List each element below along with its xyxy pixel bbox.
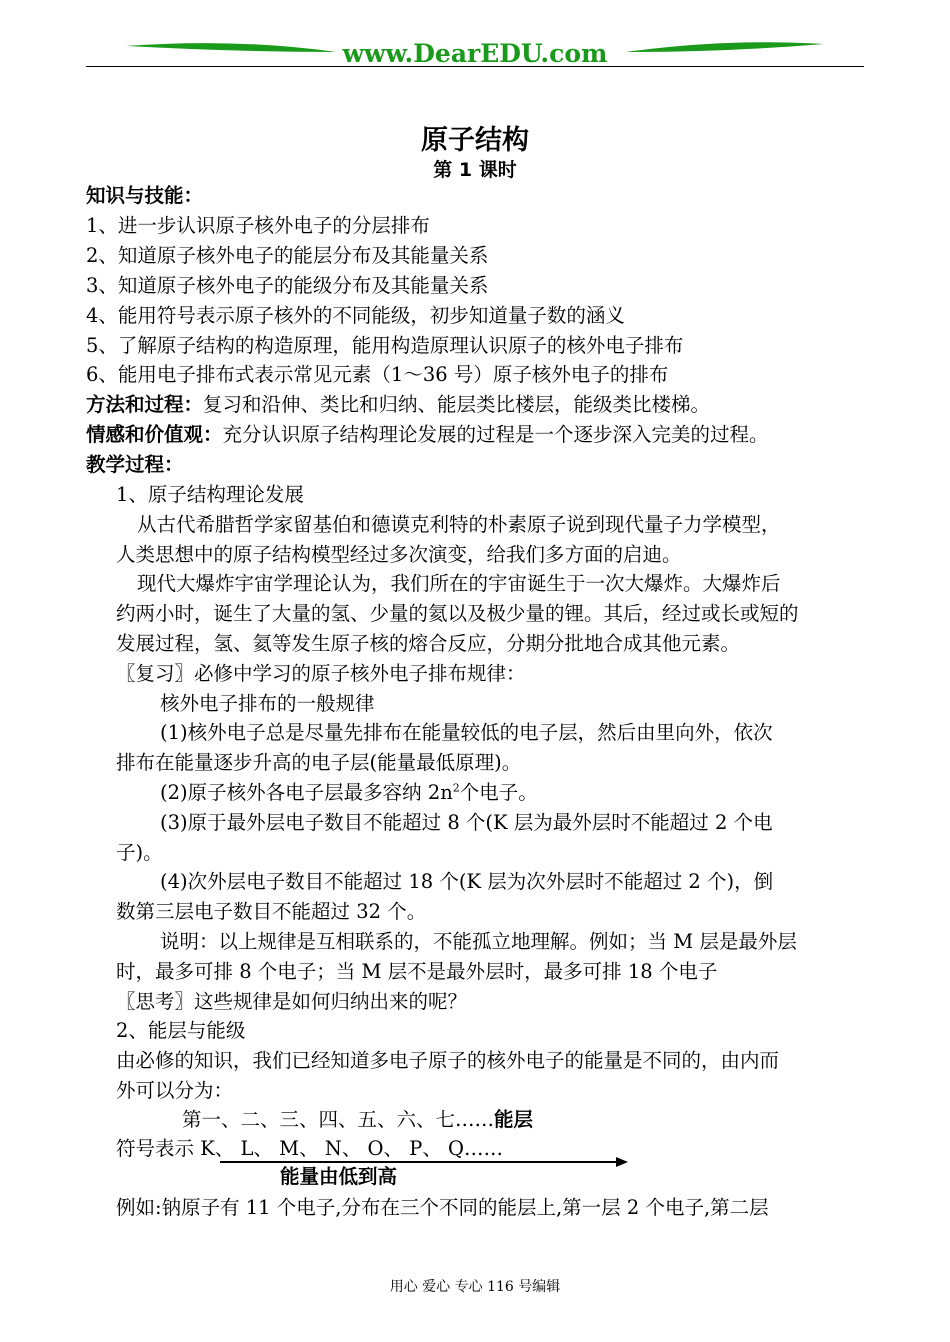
rule-2-superscript: 2 [452, 781, 460, 795]
layers-label: 能层 [494, 1108, 534, 1131]
note-line: 说明：以上规律是互相联系的，不能孤立地理解。例如；当 M 层是最外层 [160, 930, 797, 953]
layers-text: 第一、二、三、四、五、六、七…… [182, 1108, 495, 1131]
paragraph-line: 外可以分为： [116, 1079, 234, 1102]
site-logo-text: www.DearEDU.com [342, 39, 608, 68]
method-line [86, 391, 710, 419]
knowledge-item: 6、能用电子排布式表示常见元素（1～36 号）原子核外电子的排布 [86, 363, 669, 386]
paragraph-line: 由必修的知识，我们已经知道多电子原子的核外电子的能量是不同的，由内而 [116, 1049, 780, 1072]
paragraph-line: 现代大爆炸宇宙学理论认为，我们所在的宇宙诞生于一次大爆炸。大爆炸后 [137, 572, 781, 595]
emotion-text: 充分认识原子结构理论发展的过程是一个逐步深入完美的过程。 [222, 423, 769, 446]
rules-title: 核外电子排布的一般规律 [160, 692, 375, 715]
rule-2-text-end: 个电子。 [459, 781, 538, 804]
rule-2-text: (2)原子核外各电子层最多容纳 2n [160, 781, 453, 804]
header-rule [86, 66, 864, 67]
method-label: 方法和过程： [86, 393, 204, 416]
symbols-line: 符号表示 K、 L、 M、 N、 O、 P、 Q…… [116, 1137, 504, 1160]
layers-line [182, 1106, 533, 1134]
paragraph-line: 人类思想中的原子结构模型经过多次演变，给我们多方面的启迪。 [116, 543, 682, 566]
header-banner [86, 30, 864, 70]
emotion-label: 情感和价值观： [86, 423, 223, 446]
section-heading: 2、能层与能级 [116, 1019, 246, 1042]
knowledge-item: 3、知道原子核外电子的能级分布及其能量关系 [86, 274, 489, 297]
header-swoosh-graphic [86, 30, 864, 70]
rule-line: (4)次外层电子数目不能超过 18 个(K 层为次外层时不能超过 2 个)，倒 [160, 870, 774, 893]
rule-line: 子)。 [116, 841, 163, 864]
paragraph-line: 约两小时，诞生了大量的氢、少量的氦以及极少量的锂。其后，经过或长或短的 [116, 602, 799, 625]
emotion-line [86, 421, 769, 449]
think-note: 〖思考〗这些规律是如何归纳出来的呢？ [116, 990, 468, 1013]
section-heading: 1、原子结构理论发展 [116, 483, 304, 506]
rule-line [160, 779, 538, 807]
rule-line: 排布在能量逐步升高的电子层(能量最低原理)。 [116, 751, 522, 774]
process-label: 教学过程： [86, 453, 184, 476]
method-text: 复习和沿伸、类比和归纳、能层类比楼层，能级类比楼梯。 [203, 393, 711, 416]
rule-line: (3)原于最外层电子数目不能超过 8 个(K 层为最外层时不能超过 2 个电 [160, 811, 773, 834]
knowledge-item: 4、能用符号表示原子核外的不同能级，初步知道量子数的涵义 [86, 304, 625, 327]
page-footer: 用心 爱心 专心 116 号编辑 [389, 1279, 561, 1295]
knowledge-label: 知识与技能： [86, 184, 204, 207]
energy-label: 能量由低到高 [280, 1165, 398, 1188]
page-title: 原子结构 [421, 125, 529, 156]
note-line: 时，最多可排 8 个电子；当 M 层不是最外层时，最多可排 18 个电子 [116, 960, 718, 983]
page-subtitle: 第 1 课时 [433, 159, 517, 181]
rule-line: (1)核外电子总是尽量先排布在能量较低的电子层，然后由里向外，依次 [160, 721, 773, 744]
example-line: 例如:钠原子有 11 个电子,分布在三个不同的能层上,第一层 2 个电子,第二层 [116, 1196, 769, 1219]
rule-line: 数第三层电子数目不能超过 32 个。 [116, 900, 427, 923]
knowledge-item: 1、进一步认识原子核外电子的分层排布 [86, 214, 430, 237]
knowledge-item: 5、了解原子结构的构造原理，能用构造原理认识原子的核外电子排布 [86, 334, 684, 357]
knowledge-item: 2、知道原子核外电子的能层分布及其能量关系 [86, 244, 489, 267]
paragraph-line: 从古代希腊哲学家留基伯和德谟克利特的朴素原子说到现代量子力学模型， [137, 513, 781, 536]
paragraph-line: 发展过程，氢、氦等发生原子核的熔合反应，分期分批地合成其他元素。 [116, 632, 741, 655]
review-note: 〖复习〗必修中学习的原子核外电子排布规律： [116, 662, 526, 685]
